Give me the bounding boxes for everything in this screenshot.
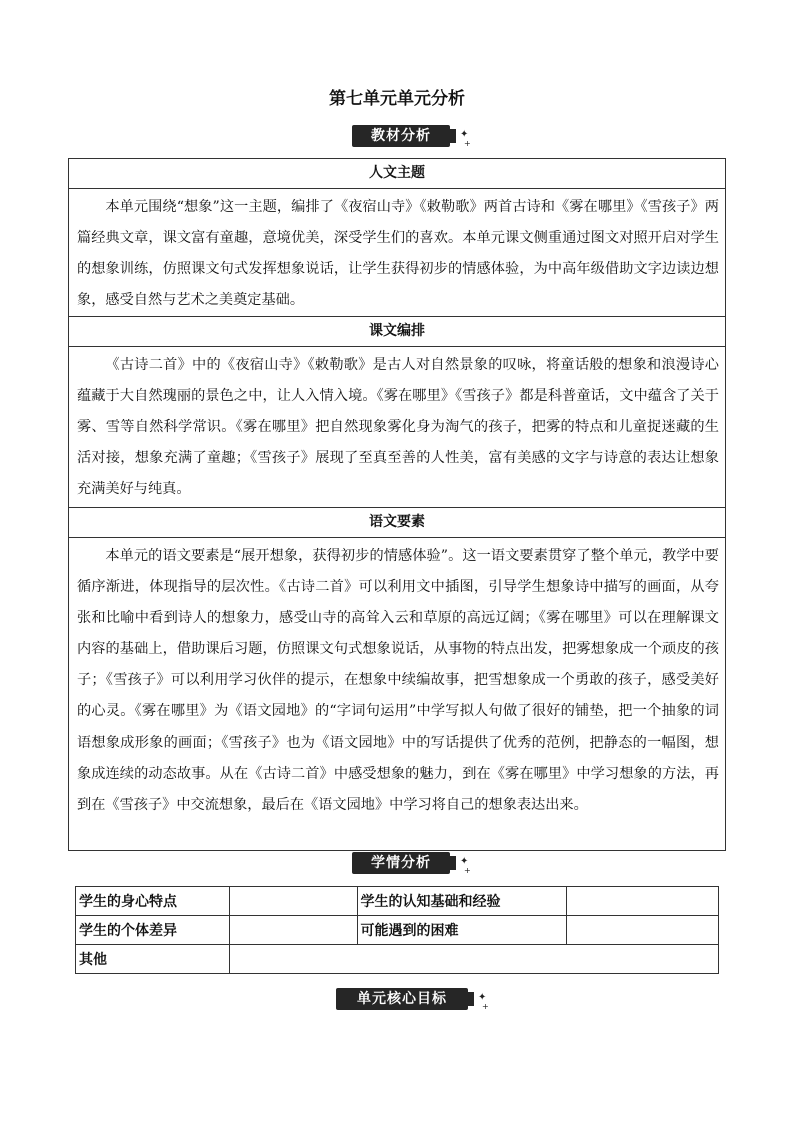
section-heading-arrangement: 课文编排 <box>69 317 725 347</box>
badge-label: 教材分析 <box>352 125 450 147</box>
badge-unit-goals <box>336 988 496 1010</box>
table-row <box>76 887 719 916</box>
sparkle-icon: + <box>464 139 471 148</box>
badge-label: 学情分析 <box>352 852 450 874</box>
value-other[interactable] <box>229 945 718 974</box>
sparkle-icon: ✦ <box>478 992 487 1003</box>
label-difficulties: 可能遇到的困难 <box>357 916 567 945</box>
value-physical-mental[interactable] <box>229 887 357 916</box>
textbook-analysis-table <box>68 158 726 851</box>
label-cognitive-basis: 学生的认知基础和经验 <box>357 887 567 916</box>
label-individual-diff: 学生的个体差异 <box>76 916 230 945</box>
sparkle-icon: ✦ <box>460 129 469 140</box>
section-text-theme: 本单元围绕“想象”这一主题，编排了《夜宿山寺》《敕勒歌》两首古诗和《雾在哪里》《雪孩子》两篇经典文章，课文富有童趣，意境优美，深受学生们的喜欢。本单元课文侧重通过图文对照开启对学生的想象训练，仿照课文句式发挥想象说话，让学生获得初步的情感体验，为中高年级借助文字边读边想象，感受自然与艺术之美奠定基础。 <box>69 189 725 317</box>
learner-analysis-table <box>75 886 719 974</box>
value-cognitive-basis[interactable] <box>567 887 719 916</box>
section-heading-elements: 语文要素 <box>69 508 725 538</box>
table-row <box>76 916 719 945</box>
section-text-elements: 本单元的语文要素是“展开想象，获得初步的情感体验”。这一语文要素贯穿了整个单元，教学中要循序渐进，体现指导的层次性。《古诗二首》可以利用文中插图，引导学生想象诗中描写的画面，从夸张和比喻中看到诗人的想象力，感受山寺的高耸入云和草原的高远辽阔；《雾在哪里》可以在理解课文内容的基础上，借助课后习题，仿照课文句式想象说话，从事物的特点出发，把雾想象成一个顽皮的孩子；《雪孩子》可以利用学习伙伴的提示，在想象中续编故事，把雪想象成一个勇敢的孩子，感受美好的心灵。《雾在哪里》为《语文园地》的“字词句运用”中学写拟人句做了很好的铺垫，把一个抽象的词语想象成形象的画面；《雪孩子》也为《语文园地》中的写话提供了优秀的范例，把静态的一幅图，想象成连续的动态故事。从在《古诗二首》中感受想象的魅力，到在《雾在哪里》中学习想象的方法，再到在《雪孩子》中交流想象，最后在《语文园地》中学习将自己的想象表达出来。 <box>77 548 719 813</box>
badge-learner-analysis <box>352 852 472 874</box>
page-title: 第七单元单元分析 <box>329 89 465 109</box>
badge-textbook-analysis <box>352 125 472 147</box>
section-text-arrangement: 《古诗二首》中的《夜宿山寺》《敕勒歌》是古人对自然景象的叹咏，将童话般的想象和浪漫诗心蕴藏于大自然瑰丽的景色之中，让人入情入境。《雾在哪里》《雪孩子》都是科普童话，文中蕴含了关于雾、雪等自然科学常识。《雾在哪里》把自然现象雾化身为淘气的孩子，把雾的特点和儿童捉迷藏的生活对接，想象充满了童趣；《雪孩子》展现了至真至善的人性美，富有美感的文字与诗意的表达让想象充满美好与纯真。 <box>69 347 725 508</box>
sparkle-icon: ✦ <box>460 856 469 867</box>
label-physical-mental: 学生的身心特点 <box>76 887 230 916</box>
badge-label: 单元核心目标 <box>336 988 468 1010</box>
sparkle-icon: + <box>482 1002 489 1011</box>
value-difficulties[interactable] <box>567 916 719 945</box>
section-heading-theme: 人文主题 <box>69 159 725 189</box>
label-other: 其他 <box>76 945 230 974</box>
sparkle-icon: + <box>464 866 471 875</box>
value-individual-diff[interactable] <box>229 916 357 945</box>
table-row <box>76 945 719 974</box>
